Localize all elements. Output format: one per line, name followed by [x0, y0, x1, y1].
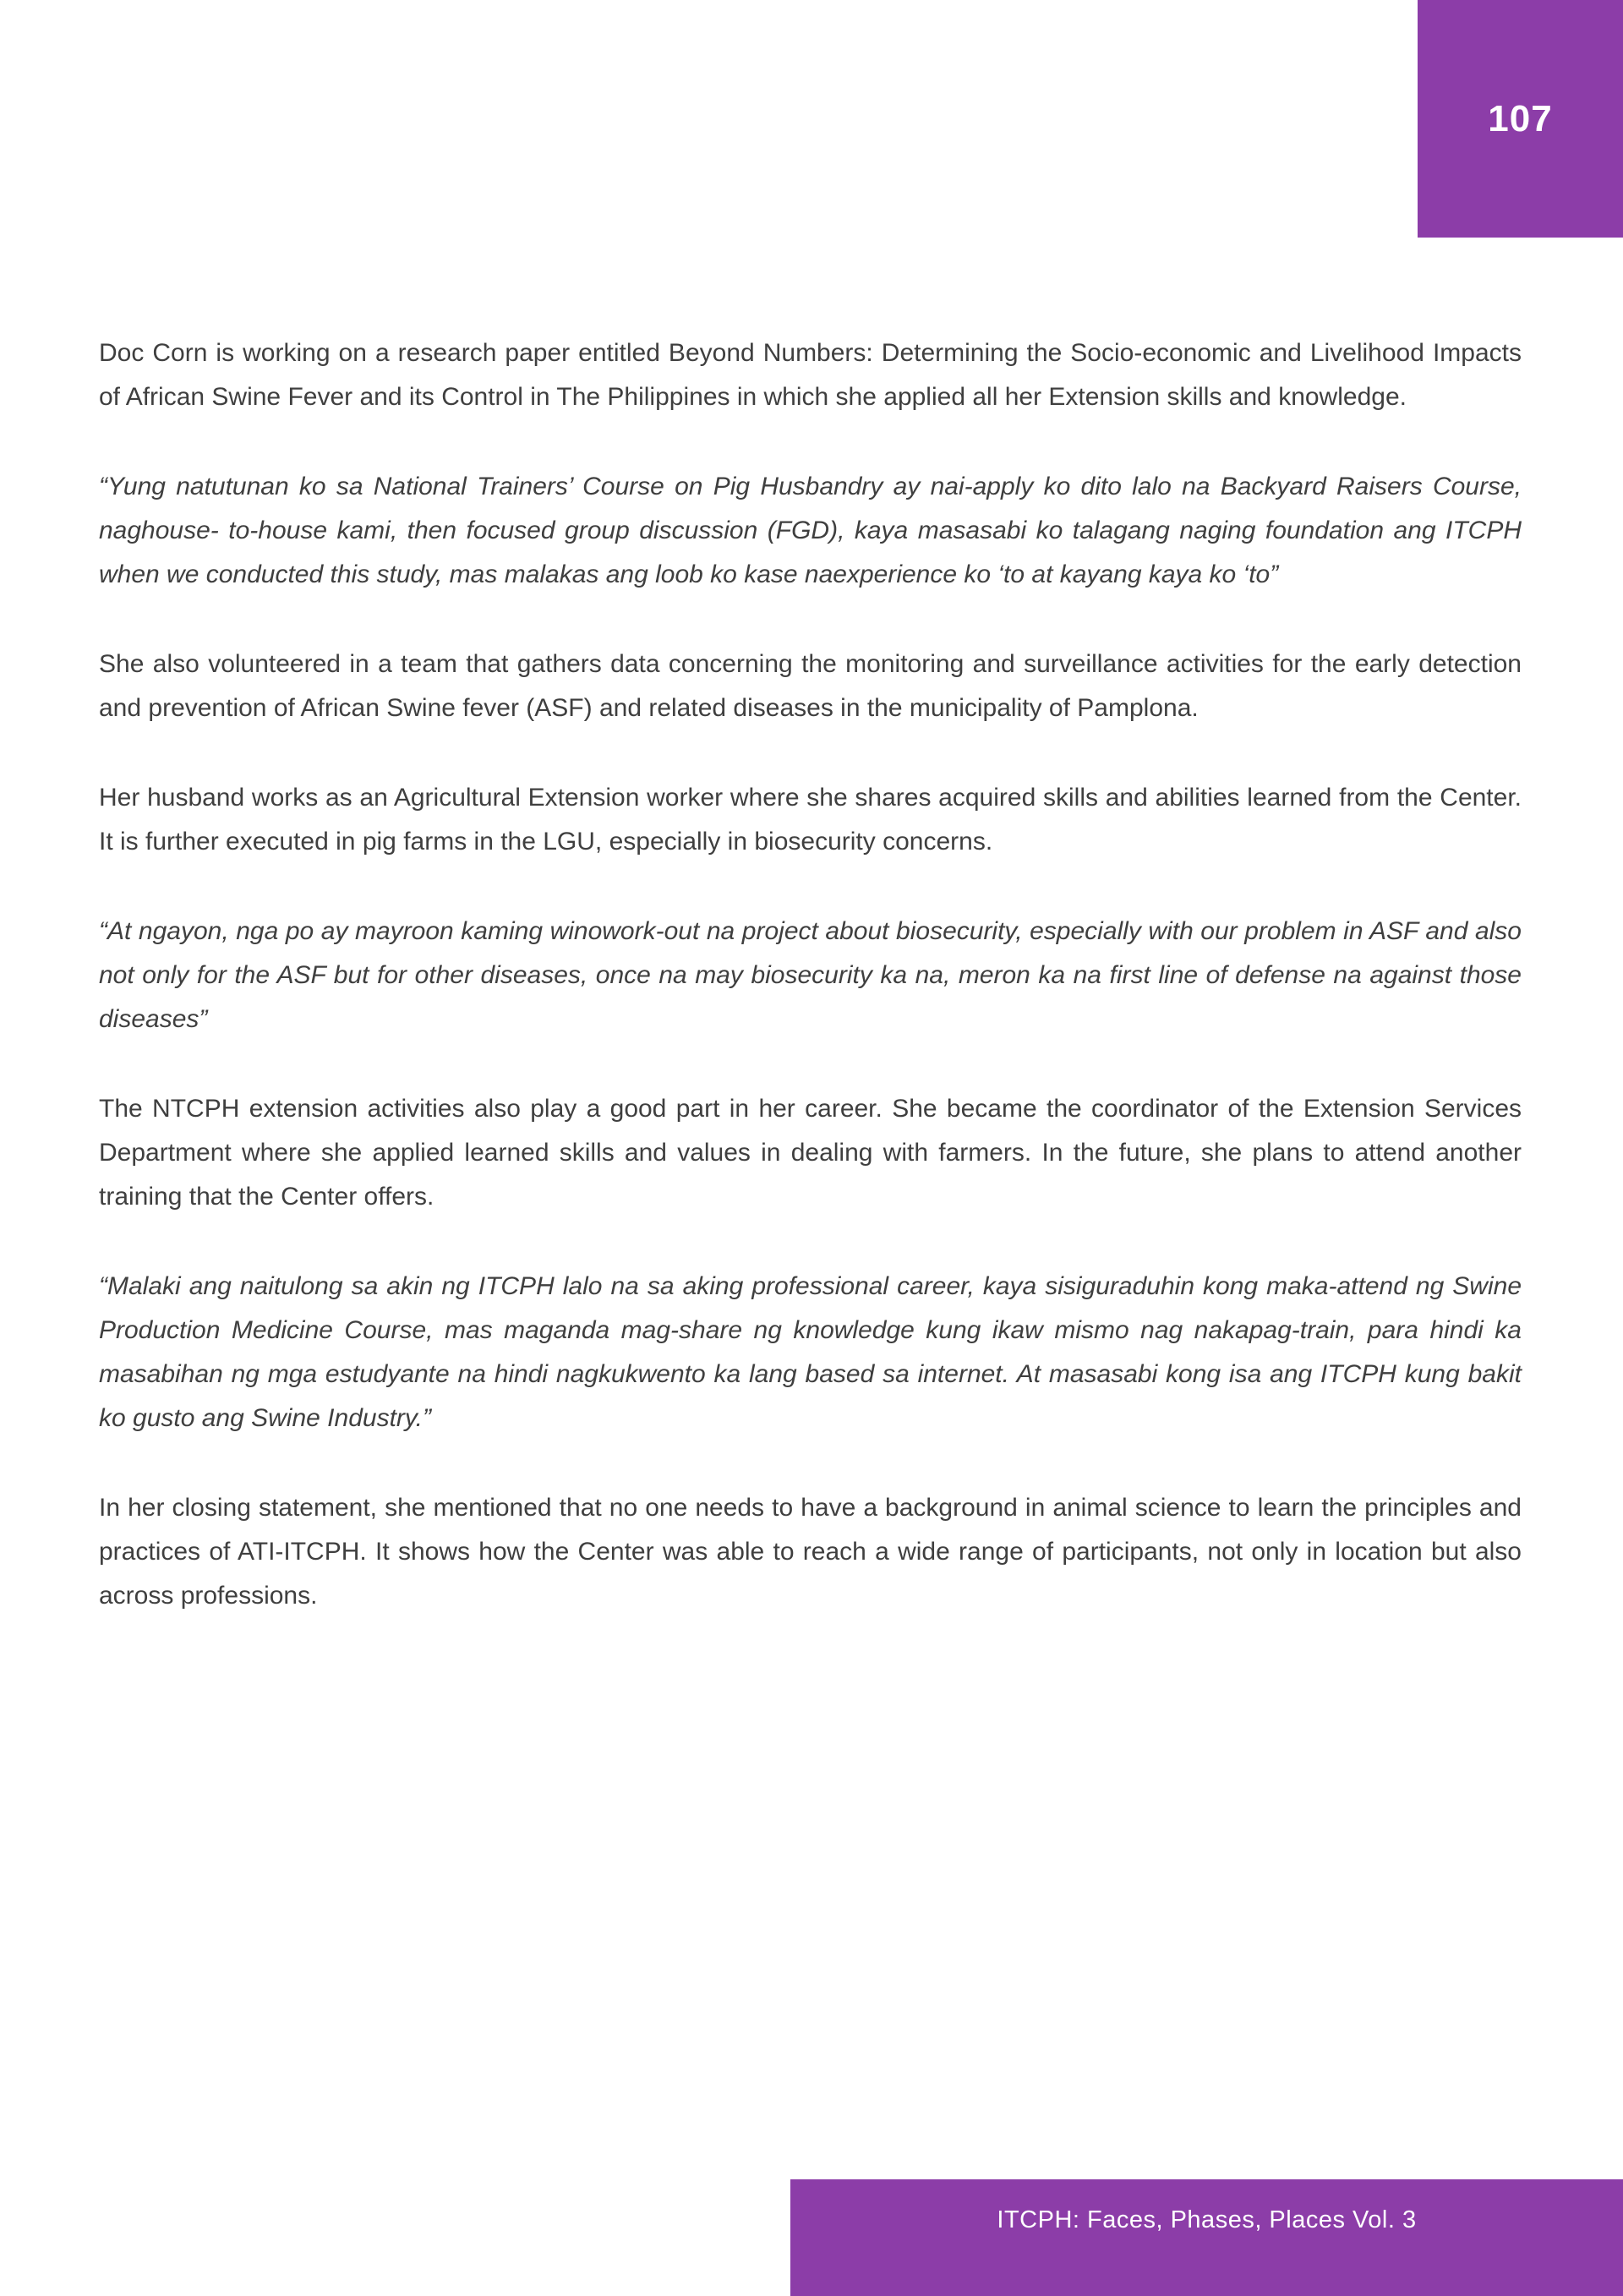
footer-bar	[790, 2179, 1623, 2296]
footer-text: ITCPH: Faces, Phases, Places Vol. 3	[997, 2206, 1417, 2233]
paragraph-quote: “Yung natutunan ko sa National Trainers’ Course on Pig Husbandry ay nai-apply ko dito lalo na Backyard Raisers Course, naghouse- to-house kami, then focused group discussion (FGD), kaya masasabi ko talagang naging foundation ang ITCPH when we conducted this study, mas malakas ang loob ko kase naexperience ko ‘to at kayang kaya ko ‘to”	[99, 473, 1522, 588]
paragraph-quote: “At ngayon, nga po ay mayroon kaming winowork-out na project about biosecurity, especially with our problem in ASF and also not only for the ASF but for other diseases, once na may biosecurity ka na, meron ka na first line of defense na against those diseases”	[99, 917, 1522, 1033]
body-text	[99, 331, 1522, 1664]
page-number-box	[1418, 0, 1623, 238]
paragraph-quote: “Malaki ang naitulong sa akin ng ITCPH lalo na sa aking professional career, kaya sisiguraduhin kong maka-attend ng Swine Production Medicine Course, mas maganda mag-share ng knowledge kung ikaw mismo nag nakapag-train, para hindi ka masabihan ng mga estudyante na hindi nagkukwento ka lang based sa internet. At masasabi kong isa ang ITCPH kung bakit ko gusto ang Swine Industry.”	[99, 1272, 1522, 1432]
paragraph: She also volunteered in a team that gathers data concerning the monitoring and surveillance activities for the early detection and prevention of African Swine fever (ASF) and related diseases in the municipality of Pamplona.	[99, 650, 1522, 722]
paragraph: The NTCPH extension activities also play a good part in her career. She became the coordinator of the Extension Services Department where she applied learned skills and values in dealing with farmers. In the future, she plans to attend another training that the Center offers.	[99, 1095, 1522, 1211]
paragraph: In her closing statement, she mentioned that no one needs to have a background in animal science to learn the principles and practices of ATI-ITCPH. It shows how the Center was able to reach a wide range of participants, not only in location but also across professions.	[99, 1494, 1522, 1610]
page-number: 107	[1488, 97, 1553, 139]
paragraph: Doc Corn is working on a research paper entitled Beyond Numbers: Determining the Socio-economic and Livelihood Impacts of African Swine Fever and its Control in The Philippines in which she applied all her Extension skills and knowledge.	[99, 339, 1522, 411]
paragraph: Her husband works as an Agricultural Extension worker where she shares acquired skills and abilities learned from the Center. It is further executed in pig farms in the LGU, especially in biosecurity concerns.	[99, 784, 1522, 856]
